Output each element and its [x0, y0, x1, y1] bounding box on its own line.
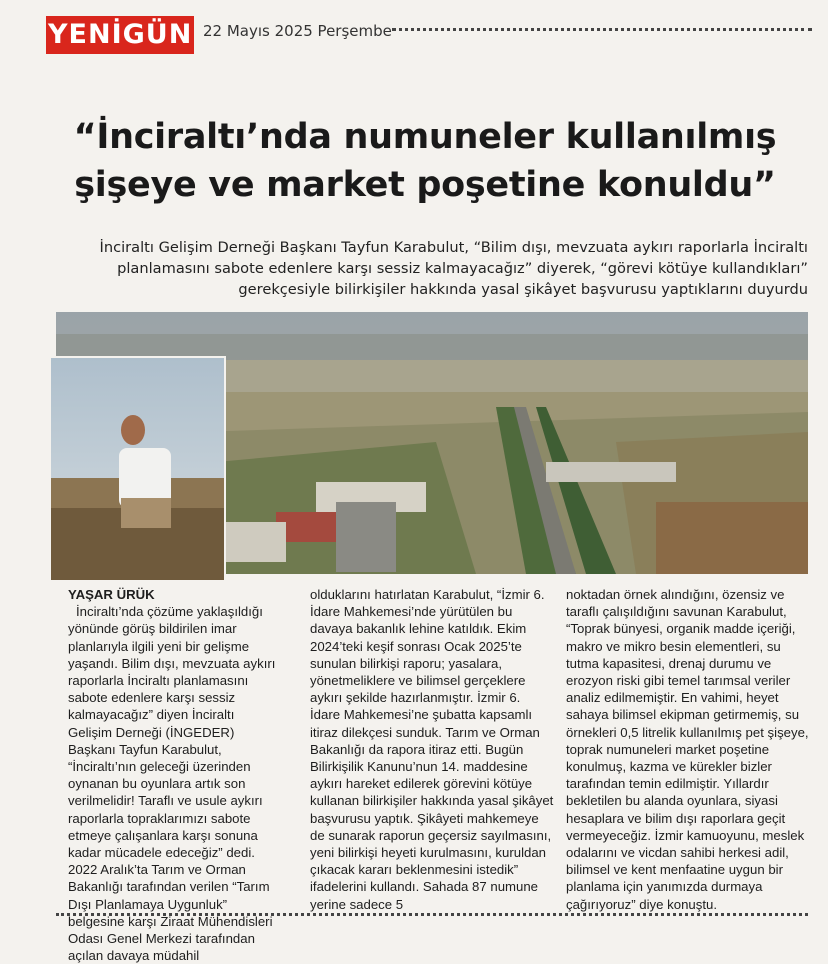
newspaper-logo: YENİGÜN [46, 16, 194, 54]
column-2-text: olduklarını hatırlatan Karabulut, “İzmir 6. İdare Mahkemesi’nde yürütülen bu davaya bakanlık lehine katıldık. Ekim 2024’teki keşif sonrası Ocak 2025’te sunulan bilirkişi raporu; yasalara, yönetmeliklere ve bilimsel gerçeklere aykırı şekilde hazırlanmıştır. İzmir 6. İdare Mahkemesi’ne şubatta kapsamlı itiraz dilekçesi sunduk. Tarım ve Orman Bakanlığı da rapora itiraz etti. Bugün Bilirkişilik Kanunu’nun 14. maddesine aykırı hareket edilerek görevini kötüye kullanan bilirkişiler hakkında yasal şikâyet başvurusu yaptık. Şikâyeti mahkemeye de sunarak raporun geçersiz sayılmasını, yeni bilirkişi heyeti kurulmasını, kuruldan çıkacak kararı beklenmesini istedik” ifadelerini kullandı. Sahada 87 numune yerine sadece 5 [310, 587, 554, 912]
portrait-photo [49, 356, 226, 582]
article-column-2 [310, 586, 554, 913]
column-3-text: noktadan örnek alındığını, özensiz ve taraflı çalışıldığını savunan Karabulut, “Toprak bünyesi, organik madde içeriği, makro ve mikro besin elementleri, su tutma kapasitesi, drenaj durumu ve erozyon riski gibi temel tarımsal veriler analiz edilmemiştir. En vahimi, heyet sahaya bilimsel ekipman getirmemiş, su örnekleri 0,5 litrelik kullanılmış pet şişeye, toprak numuneleri market poşetine konulmuş, kazma ve kürekler bizler tarafından temin edilmiştir. Yıllardır bekletilen bu alanda oyunlara, siyasi hesaplara ve bilim dışı raporlara geçit vermeyeceğiz. İzmir kamuoyunu, meslek odalarını ve vicdan sahibi herkesi adil, bilimsel ve kent menfaatine uygun bir planlama için yanımızda durmaya çağırıyoruz” diye konuştu. [566, 587, 809, 912]
header-dotted-divider [392, 28, 812, 31]
column-1-text: İnciraltı’nda çözüme yaklaşıldığı yönünde görüş bildirilen imar planlarıyla ilgili yeni bir gelişme yaşandı. Bilim dışı, mevzuata aykırı raporlarla İnciraltı planlamasını sabote edenlere karşı sessiz kalmayacağız” diyen İnciraltı Gelişim Derneği (İNGEDER) Başkanı Tayfun Karabulut, “İnciraltı’nın geleceği üzerinden oynanan bu oyunlara artık son verilmelidir! Taraflı ve usule aykırı raporlarla topraklarımızı sabote etmeye çalışanlara karşı sonuna kadar mücadele edeceğiz” dedi. 2022 Aralık’ta Tarım ve Orman Bakanlığı tarafından verilen “Tarım Dışı Planlamaya Uygunluk” belgesine karşı Ziraat Mühendisleri Odası Genel Merkezi tarafından açılan davaya müdahil [68, 604, 276, 964]
author-byline: YAŞAR ÜRÜK [68, 587, 155, 602]
article-headline: “İnciraltı’nda numuneler kullanılmış şişeye ve market poşetine konuldu” [73, 117, 777, 205]
article-column-1 [68, 586, 280, 964]
article-summary: İnciraltı Gelişim Derneği Başkanı Tayfun Karabulut, “Bilim dışı, mevzuata aykırı raporlarla İnciraltı planlamasını sabote edenlere karşı sessiz kalmayacağız” diyerek, “görevi kötüye kullandıkları” gerekçesiyle bilirkişiler hakkında yasal şikâyet başvurusu yaptıklarını duyurdu [99, 239, 808, 298]
footer-dotted-divider [56, 913, 808, 916]
article-column-3 [566, 586, 810, 913]
issue-date: 22 Mayıs 2025 Perşembe [203, 22, 392, 40]
